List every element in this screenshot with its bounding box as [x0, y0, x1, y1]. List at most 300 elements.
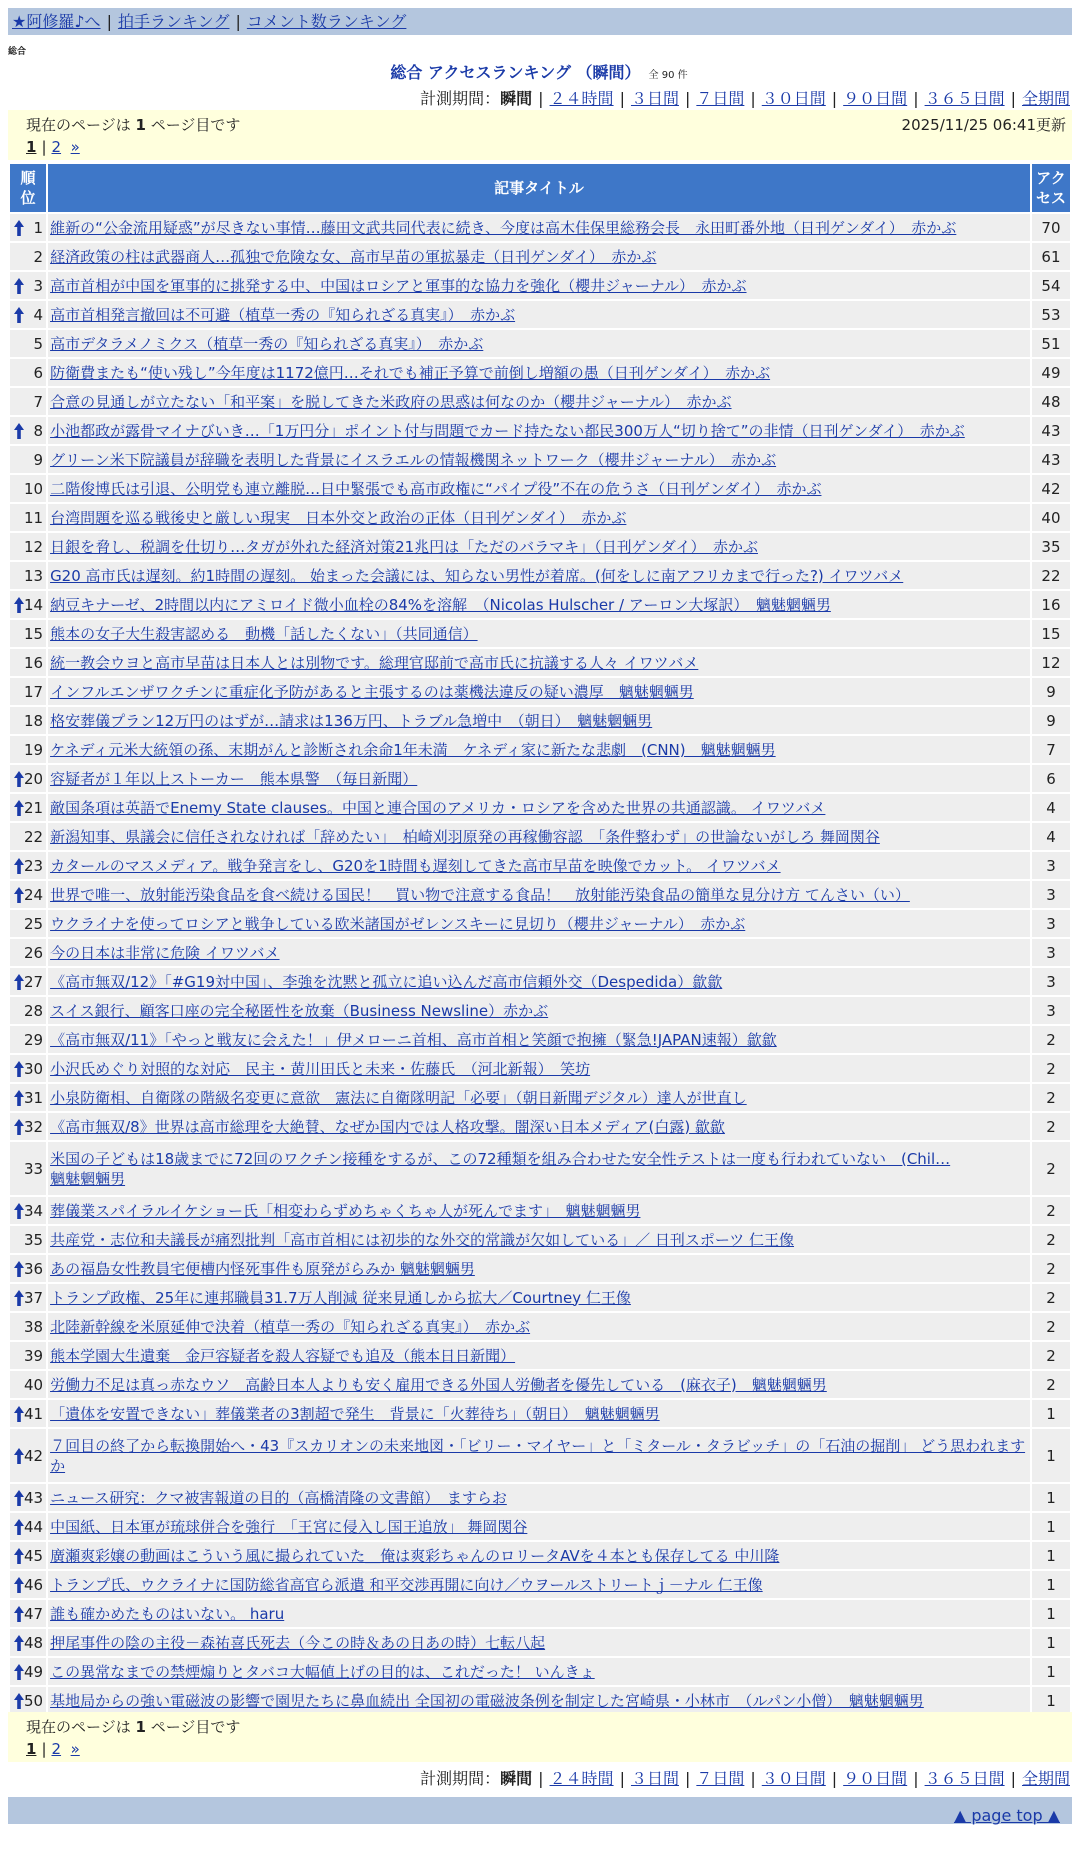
article-link[interactable]: 誰も確かめたものはいない。 haru [50, 1604, 285, 1623]
page-info-text [26, 114, 240, 135]
title-cell [48, 1284, 1030, 1311]
title-wrap [50, 1633, 1030, 1653]
article-link[interactable]: 《高市無双/11》「やっと戦友に会えた！」伊メローニ首相、高市首相と笑顔で抱擁（緊急!JAPAN速報）歙歙 [50, 1030, 777, 1049]
page-info-prefix: 現在のページは [26, 116, 131, 134]
table-row [10, 1197, 1070, 1224]
article-link[interactable]: 熊本学園大生遺棄 金戸容疑者を殺人容疑でも追及（熊本日日新聞） [50, 1346, 516, 1365]
title-cell [48, 1113, 1030, 1140]
rank-number: 37 [23, 1288, 44, 1307]
title-wrap [50, 1317, 1030, 1337]
title-wrap [50, 1117, 1030, 1137]
table-row [10, 446, 1070, 473]
rank-cell [10, 591, 46, 618]
rank-number: 19 [23, 740, 44, 759]
period-link[interactable]: ３０日間 [761, 1769, 826, 1788]
table-row [10, 359, 1070, 386]
ranking-table [8, 162, 1072, 1716]
rank-number: 25 [23, 914, 44, 933]
rank-cell [10, 475, 46, 502]
up-arrow-icon [13, 306, 25, 324]
period-separator: | [913, 89, 919, 108]
article-link[interactable]: ニュース研究：クマ被害報道の目的（高橋清隆の文書館） ますらお [50, 1488, 507, 1507]
title-cell [48, 1313, 1030, 1340]
rank-number: 20 [23, 769, 44, 788]
title-cell [48, 620, 1030, 647]
total-count: 全 90 件 [648, 70, 688, 81]
table-row [10, 1571, 1070, 1598]
period-separator: | [1010, 1769, 1016, 1788]
title-cell [48, 1513, 1030, 1540]
page-info-box-bottom [8, 1712, 1072, 1762]
rank-number: 9 [33, 450, 44, 469]
period-separator: | [750, 1769, 756, 1788]
title-wrap [50, 1030, 1030, 1050]
period-link[interactable]: ３日間 [630, 1769, 679, 1788]
title-cell [48, 1197, 1030, 1224]
title-cell [48, 1484, 1030, 1511]
rank-number: 50 [23, 1691, 44, 1710]
rank-number: 11 [23, 508, 44, 527]
title-wrap [50, 1404, 1030, 1424]
up-arrow-icon [13, 1089, 25, 1107]
title-cell [48, 475, 1030, 502]
title-wrap [50, 711, 1030, 731]
article-link[interactable]: カタールのマスメディア。戦争発言をし、G20を1時間も遅刻してきた高市早苗を映像でカット。 イワツバメ [50, 856, 781, 875]
up-arrow-icon [13, 886, 25, 904]
title-cell [48, 910, 1030, 937]
title-wrap [50, 334, 1030, 354]
up-arrow-icon [13, 1634, 25, 1652]
rank-number: 2 [33, 247, 44, 266]
article-link[interactable]: ウクライナを使ってロシアと戦争している欧米諸国がゼレンスキーに見切り（櫻井ジャーナル） 赤かぶ [50, 914, 746, 933]
title-cell [48, 417, 1030, 444]
rank-number: 35 [23, 1230, 44, 1249]
rank-cell [10, 1342, 46, 1369]
page-title [0, 60, 1078, 83]
title-cell [48, 997, 1030, 1024]
period-link[interactable]: 全期間 [1021, 1769, 1070, 1788]
article-link[interactable]: 労働力不足は真っ赤なウソ 高齢日本人よりも安く雇用できる外国人労働者を優先している (麻衣子) 魑魅魍魎男 [50, 1375, 827, 1394]
clap-ranking-link[interactable]: 拍手ランキング [117, 12, 230, 31]
rank-number: 48 [23, 1633, 44, 1652]
pager-next[interactable]: » [70, 1740, 80, 1758]
title-wrap [50, 508, 1030, 528]
table-row [10, 301, 1070, 328]
article-link[interactable]: 葬儀業スパイラルイケショー氏「相変わらずめちゃくちゃ人が死んでます」 魑魅魍魎男 [50, 1201, 641, 1220]
pager-current: 1 [26, 138, 37, 156]
table-row [10, 1313, 1070, 1340]
title-cell [48, 678, 1030, 705]
rank-cell [10, 997, 46, 1024]
article-link[interactable]: G20 高市氏は遅刻。約1時間の遅刻。 始まった会議には、知らない男性が着席。(何をしに南アフリカまで行った?) イワツバメ [50, 566, 904, 585]
access-count: 2 [1032, 1226, 1070, 1253]
title-wrap [50, 392, 1030, 412]
article-link[interactable]: 格安葬儀プラン12万円のはずが…請求は136万円、トラブル急増中 （朝日） 魑魅魍魎男 [50, 711, 653, 730]
article-link[interactable]: 新潟知事、県議会に信任されなければ「辞めたい」 柏崎刈羽原発の再稼働容認 「条件整わず」の世論ないがしろ 舞岡関谷 [50, 827, 880, 846]
access-count: 7 [1032, 736, 1070, 763]
article-link[interactable]: トランプ氏、ウクライナに国防総省高官ら派遣 和平交渉再開に向け／ウヲールストリートｊ－ナル 仁王像 [50, 1575, 763, 1594]
rank-cell [10, 1226, 46, 1253]
rank-number: 44 [23, 1517, 44, 1536]
title-wrap [50, 1575, 1030, 1595]
rank-number: 38 [23, 1317, 44, 1336]
access-count: 43 [1032, 417, 1070, 444]
page-info-number: 1 [135, 116, 146, 134]
rank-cell [10, 1513, 46, 1540]
access-count: 15 [1032, 620, 1070, 647]
rank-cell [10, 1371, 46, 1398]
rank-number: 1 [33, 218, 44, 237]
title-wrap [50, 1059, 1030, 1079]
up-arrow-icon [13, 277, 25, 295]
article-link[interactable]: 防衛費またも“使い残し”今年度は1172億円…それでも補正予算で前倒し増額の愚（日刊ゲンダイ） 赤かぶ [50, 363, 771, 382]
up-arrow-icon [13, 973, 25, 991]
article-link[interactable]: 小池都政が露骨マイナびいき…「1万円分」ポイント付与問題でカード持たない都民300万人“切り捨て”の非情（日刊ゲンダイ） 赤かぶ [50, 421, 965, 440]
table-row [10, 852, 1070, 879]
access-count: 2 [1032, 1342, 1070, 1369]
period-link[interactable]: ９０日間 [843, 1769, 908, 1788]
table-row [10, 736, 1070, 763]
period-link[interactable]: ７日間 [696, 89, 745, 108]
access-count: 3 [1032, 968, 1070, 995]
rank-cell [10, 1571, 46, 1598]
up-arrow-icon [13, 799, 25, 817]
period-selector-top [420, 86, 1070, 109]
rank-cell [10, 910, 46, 937]
rank-number: 4 [33, 305, 44, 324]
rank-number: 34 [23, 1201, 44, 1220]
up-arrow-icon [13, 1663, 25, 1681]
table-row [10, 1142, 1070, 1195]
article-link[interactable]: 《高市無双/12》「#G19対中国」、李強を沈黙と孤立に追い込んだ高市信頼外交（Despedida）歙歙 [50, 972, 723, 991]
article-link[interactable]: 中国紙、日本軍が琉球併合を強行 「王宮に侵入し国王追放」 舞岡関谷 [50, 1517, 528, 1536]
rank-cell [10, 1084, 46, 1111]
table-row [10, 1484, 1070, 1511]
title-wrap [50, 798, 1030, 818]
rank-cell [10, 1600, 46, 1627]
title-wrap [50, 363, 1030, 383]
table-row [10, 939, 1070, 966]
title-wrap [50, 1201, 1030, 1221]
rank-cell [10, 1026, 46, 1053]
period-link[interactable]: ７日間 [696, 1769, 745, 1788]
article-link[interactable]: 日銀を脅し、税調を仕切り…タガが外れた経済対策21兆円は「ただのバラマキ」（日刊ゲンダイ） 赤かぶ [50, 537, 758, 556]
article-link[interactable]: 熊本の女子大生殺害認める 動機「話したくない」（共同通信） [50, 624, 478, 643]
up-arrow-icon [13, 1447, 25, 1465]
rank-cell [10, 1484, 46, 1511]
table-row [10, 1542, 1070, 1569]
title-wrap [50, 972, 1030, 992]
rank-number: 27 [23, 972, 44, 991]
rank-cell [10, 736, 46, 763]
title-wrap [50, 1488, 1030, 1508]
article-link[interactable]: 押尾事件の陰の主役－森祐喜氏死去（今この時＆あの日あの時）七転八起 [50, 1633, 546, 1652]
table-row [10, 823, 1070, 850]
title-cell [48, 852, 1030, 879]
access-count: 22 [1032, 562, 1070, 589]
article-link[interactable]: 小沢氏めぐり対照的な対応 民主・黄川田氏と未来・佐藤氏 （河北新報） 笑坊 [50, 1059, 591, 1078]
rank-number: 17 [23, 682, 44, 701]
bottom-bar [8, 1797, 1072, 1824]
title-wrap [50, 682, 1030, 702]
title-cell [48, 823, 1030, 850]
table-row [10, 765, 1070, 792]
table-row [10, 243, 1070, 270]
title-wrap [50, 1691, 1030, 1711]
up-arrow-icon [13, 596, 25, 614]
period-separator: | [831, 1769, 838, 1788]
table-row [10, 591, 1070, 618]
pager-separator: | [41, 1740, 47, 1758]
title-cell [48, 1600, 1030, 1627]
article-link[interactable]: 敵国条項は英語でEnemy State clauses。中国と連合国のアメリカ・ロシアを含めた世界の共通認識。 イワツバメ [50, 798, 826, 817]
rank-cell [10, 881, 46, 908]
title-wrap [50, 595, 1030, 615]
up-arrow-icon [13, 1405, 25, 1423]
title-wrap [50, 1517, 1030, 1537]
rank-cell [10, 823, 46, 850]
title-cell [48, 214, 1030, 241]
article-link[interactable]: 「遺体を安置できない」葬儀業者の3割超で発生 背景に「火葬待ち」（朝日） 魑魅魍魎男 [50, 1404, 660, 1423]
access-count: 61 [1032, 243, 1070, 270]
article-link[interactable]: グリーン米下院議員が辞職を表明した背景にイスラエルの情報機関ネットワーク（櫻井ジャーナル） 赤かぶ [50, 450, 777, 469]
article-link[interactable]: 北陸新幹線を米原延伸で決着（植草一秀の『知られざる真実』） 赤かぶ [50, 1317, 531, 1336]
access-count: 9 [1032, 707, 1070, 734]
access-count: 40 [1032, 504, 1070, 531]
table-row [10, 1629, 1070, 1656]
article-link[interactable]: 廣瀬爽彩嬢の動画はこういう風に撮られていた＿俺は爽彩ちゃんのロリータAVを４本とも保存してる 中川隆 [50, 1546, 780, 1565]
table-row [10, 1113, 1070, 1140]
article-link[interactable]: 高市首相発言撤回は不可避（植草一秀の『知られざる真実』） 赤かぶ [50, 305, 516, 324]
table-row [10, 1026, 1070, 1053]
period-link[interactable]: ３日間 [630, 89, 679, 108]
table-row [10, 968, 1070, 995]
period-separator: | [619, 1769, 625, 1788]
page-top-link[interactable]: ▲ page top ▲ [953, 1806, 1060, 1825]
article-link[interactable]: インフルエンザワクチンに重症化予防があると主張するのは薬機法違反の疑い濃厚 魑魅魍魎男 [50, 682, 694, 701]
table-row [10, 620, 1070, 647]
up-arrow-icon [13, 1605, 25, 1623]
article-link[interactable]: ケネディ元米大統領の孫、末期がんと診断され余命1年未満 ケネディ家に新たな悲劇 (CNN) 魑魅魍魎男 [50, 740, 776, 759]
rank-number: 5 [33, 334, 44, 353]
access-header: アクセス [1032, 164, 1070, 212]
rank-number: 46 [23, 1575, 44, 1594]
article-link[interactable]: 共産党・志位和夫議長が痛烈批判「高市首相には初歩的な外交的常識が欠如している」／ 日刊スポーツ 仁王像 [50, 1230, 795, 1249]
period-link[interactable]: ９０日間 [843, 89, 908, 108]
rank-cell [10, 562, 46, 589]
rank-number: 22 [23, 827, 44, 846]
title-wrap [50, 914, 1030, 934]
title-cell [48, 1255, 1030, 1282]
title-header: 記事タイトル [48, 164, 1030, 212]
rank-cell [10, 852, 46, 879]
access-count: 42 [1032, 475, 1070, 502]
title-cell [48, 1226, 1030, 1253]
rank-cell [10, 1313, 46, 1340]
period-link[interactable]: ３０日間 [761, 89, 826, 108]
article-link[interactable]: 二階俊博氏は引退、公明党も連立離脱…日中緊張でも高市政権に“パイプ役”不在の危うさ（日刊ゲンダイ） 赤かぶ [50, 479, 822, 498]
pager-top [26, 138, 80, 156]
rank-number: 33 [23, 1159, 44, 1178]
rank-cell [10, 243, 46, 270]
page-info-prefix: 現在のページは [26, 1718, 131, 1736]
title-wrap [50, 1375, 1030, 1395]
title-wrap [50, 276, 1030, 296]
rank-number: 43 [23, 1488, 44, 1507]
period-separator: | [913, 1769, 919, 1788]
article-link[interactable]: 維新の“公金流用疑惑”が尽きない事情…藤田文武共同代表に続き、今度は高木佳保里総務会長 永田町番外地（日刊ゲンダイ） 赤かぶ [50, 218, 957, 237]
title-cell [48, 272, 1030, 299]
title-cell [48, 591, 1030, 618]
title-wrap [50, 247, 1030, 267]
access-count: 2 [1032, 1255, 1070, 1282]
nav-separator: | [235, 12, 241, 31]
rank-cell [10, 359, 46, 386]
title-cell [48, 736, 1030, 763]
article-link[interactable]: 納豆キナーゼ、2時間以内にアミロイド微小血栓の84%を溶解 （Nicolas Hulscher / アーロン大塚訳） 魑魅魍魎男 [50, 595, 831, 614]
period-separator: | [619, 89, 625, 108]
article-link[interactable]: スイス銀行、顧客口座の完全秘匿性を放棄（Business Newsline）赤かぶ [50, 1001, 549, 1020]
period-current: 瞬間 [500, 89, 533, 108]
comment-ranking-link[interactable]: コメント数ランキング [246, 12, 407, 31]
period-separator: | [684, 89, 691, 108]
period-separator: | [1010, 89, 1016, 108]
page-title-text: 総合 アクセスランキング （瞬間） [390, 63, 641, 82]
rank-number: 24 [23, 885, 44, 904]
title-wrap [50, 1259, 1030, 1279]
title-cell [48, 1342, 1030, 1369]
rank-number: 16 [23, 653, 44, 672]
access-count: 1 [1032, 1629, 1070, 1656]
rank-number: 23 [23, 856, 44, 875]
title-wrap [50, 450, 1030, 470]
access-count: 2 [1032, 1084, 1070, 1111]
period-link[interactable]: 全期間 [1021, 89, 1070, 108]
article-link[interactable]: トランプ政権、25年に連邦職員31.7万人削減 従来見通しから拡大／Courtney 仁王像 [50, 1288, 631, 1307]
title-wrap [50, 218, 1030, 238]
article-link[interactable]: 《高市無双/8》世界は高市総理を大絶賛、なぜか国内では人格攻撃。闇深い日本メディア(白露) 歙歙 [50, 1117, 725, 1136]
access-count: 4 [1032, 823, 1070, 850]
table-row [10, 1658, 1070, 1685]
article-link[interactable]: 台湾問題を巡る戦後史と厳しい現実 日本外交と政治の正体（日刊ゲンダイ） 赤かぶ [50, 508, 627, 527]
article-link-author[interactable]: 魑魅魍魎男 [50, 1169, 126, 1188]
article-link[interactable]: 合意の見通しが立たない「和平案」を脱してきた米政府の思惑は何なのか（櫻井ジャーナル） 赤かぶ [50, 392, 732, 411]
page-info-suffix: ページ目です [150, 1718, 241, 1736]
pager-page-2[interactable]: 2 [51, 1740, 62, 1758]
rank-cell [10, 765, 46, 792]
rank-cell [10, 330, 46, 357]
article-link[interactable]: 基地局からの強い電磁波の影響で園児たちに鼻血続出 全国初の電磁波条例を制定した宮崎県・小林市 （ルパン小僧） 魑魅魍魎男 [50, 1691, 924, 1710]
title-wrap [50, 1230, 1030, 1250]
table-header-row [10, 164, 1070, 212]
rank-number: 41 [23, 1404, 44, 1423]
rank-cell [10, 1429, 46, 1482]
table-row [10, 272, 1070, 299]
rank-cell [10, 1255, 46, 1282]
period-current: 瞬間 [500, 1769, 533, 1788]
title-wrap [50, 653, 1030, 673]
title-cell [48, 1084, 1030, 1111]
up-arrow-icon [13, 1576, 25, 1594]
access-count: 2 [1032, 1197, 1070, 1224]
access-count: 3 [1032, 881, 1070, 908]
access-count: 49 [1032, 359, 1070, 386]
article-link[interactable]: 世界で唯一、放射能汚染食品を食べ続ける国民！ 買い物で注意する食品！ 放射能汚染食品の簡単な見分け方 てんさい（い） [50, 885, 910, 904]
pager-next[interactable]: » [70, 138, 80, 156]
title-cell [48, 1429, 1030, 1482]
table-row [10, 1342, 1070, 1369]
article-link[interactable]: 高市デタラメノミクス（植草一秀の『知られざる真実』） 赤かぶ [50, 334, 484, 353]
rank-number: 21 [23, 798, 44, 817]
article-link[interactable]: 今の日本は非常に危険 イワツバメ [50, 943, 280, 962]
period-link[interactable]: ３６５日間 [924, 1769, 1005, 1788]
up-arrow-icon [13, 1118, 25, 1136]
title-cell [48, 649, 1030, 676]
up-arrow-icon [13, 770, 25, 788]
title-cell [48, 388, 1030, 415]
access-count: 48 [1032, 388, 1070, 415]
period-link[interactable]: ３６５日間 [924, 89, 1005, 108]
period-link[interactable]: ２４時間 [549, 1769, 614, 1788]
rank-cell [10, 939, 46, 966]
article-link[interactable]: 経済政策の柱は武器商人…孤独で危険な女、高市早苗の軍拡暴走（日刊ゲンダイ） 赤かぶ [50, 247, 657, 266]
access-count: 9 [1032, 678, 1070, 705]
table-row [10, 678, 1070, 705]
page-info-box-top [8, 110, 1072, 160]
rank-cell [10, 1142, 46, 1195]
article-link[interactable]: あの福島女性教員宅便槽内怪死事件も原発がらみか 魑魅魍魎男 [50, 1259, 475, 1278]
nav-separator: | [106, 12, 112, 31]
rank-number: 7 [33, 392, 44, 411]
title-wrap [50, 856, 1030, 876]
title-cell [48, 1571, 1030, 1598]
rank-number: 32 [23, 1117, 44, 1136]
title-wrap [50, 624, 1030, 644]
title-wrap [50, 537, 1030, 557]
title-cell [48, 359, 1030, 386]
rank-number: 14 [23, 595, 44, 614]
title-cell [48, 1055, 1030, 1082]
article-link[interactable]: この異常なまでの禁煙煽りとタバコ大幅値上げの目的は、これだった！ いんきょ [50, 1662, 595, 1681]
article-link[interactable]: 米国の子どもは18歳までに72回のワクチン接種をするが、この72種類を組み合わせた安全性テストは一度も行われていない (Chil… [50, 1149, 951, 1168]
rank-cell [10, 533, 46, 560]
page-info-text [26, 1716, 240, 1737]
article-link[interactable]: ７回目の終了から転換開始へ・43『スカリオンの未来地図・「ビリー・マイヤー」と「ミタール・タラビッチ」の「石油の掘削」 どう思われますか [50, 1436, 1026, 1475]
table-row [10, 1371, 1070, 1398]
home-link[interactable]: ★阿修羅♪へ [12, 12, 101, 31]
period-link[interactable]: ２４時間 [549, 89, 614, 108]
rank-cell [10, 417, 46, 444]
title-cell [48, 243, 1030, 270]
title-cell [48, 1687, 1030, 1714]
period-label: 計測期間： [420, 1769, 501, 1788]
period-label: 計測期間： [420, 89, 501, 108]
article-link[interactable]: 統一教会ウヨと高市早苗は日本人とは別物です。総理官邸前で高市氏に抗議する人々 イワツバメ [50, 653, 699, 672]
access-count: 4 [1032, 794, 1070, 821]
article-link[interactable]: 容疑者が１年以上ストーカー 熊本県警 （毎日新聞） [50, 769, 418, 788]
pager-separator: | [41, 138, 47, 156]
article-link[interactable]: 高市首相が中国を軍事的に挑発する中、中国はロシアと軍事的な協力を強化（櫻井ジャーナル） 赤かぶ [50, 276, 747, 295]
pager-page-2[interactable]: 2 [51, 138, 62, 156]
rank-number: 45 [23, 1546, 44, 1565]
rank-number: 49 [23, 1662, 44, 1681]
article-link[interactable]: 小泉防衛相、自衛隊の階級名変更に意欲 憲法に自衛隊明記「必要」（朝日新聞デジタル）達人が世直し [50, 1088, 747, 1107]
title-cell [48, 1026, 1030, 1053]
rank-cell [10, 649, 46, 676]
table-row [10, 1226, 1070, 1253]
access-count: 1 [1032, 1571, 1070, 1598]
title-wrap [50, 1088, 1030, 1108]
